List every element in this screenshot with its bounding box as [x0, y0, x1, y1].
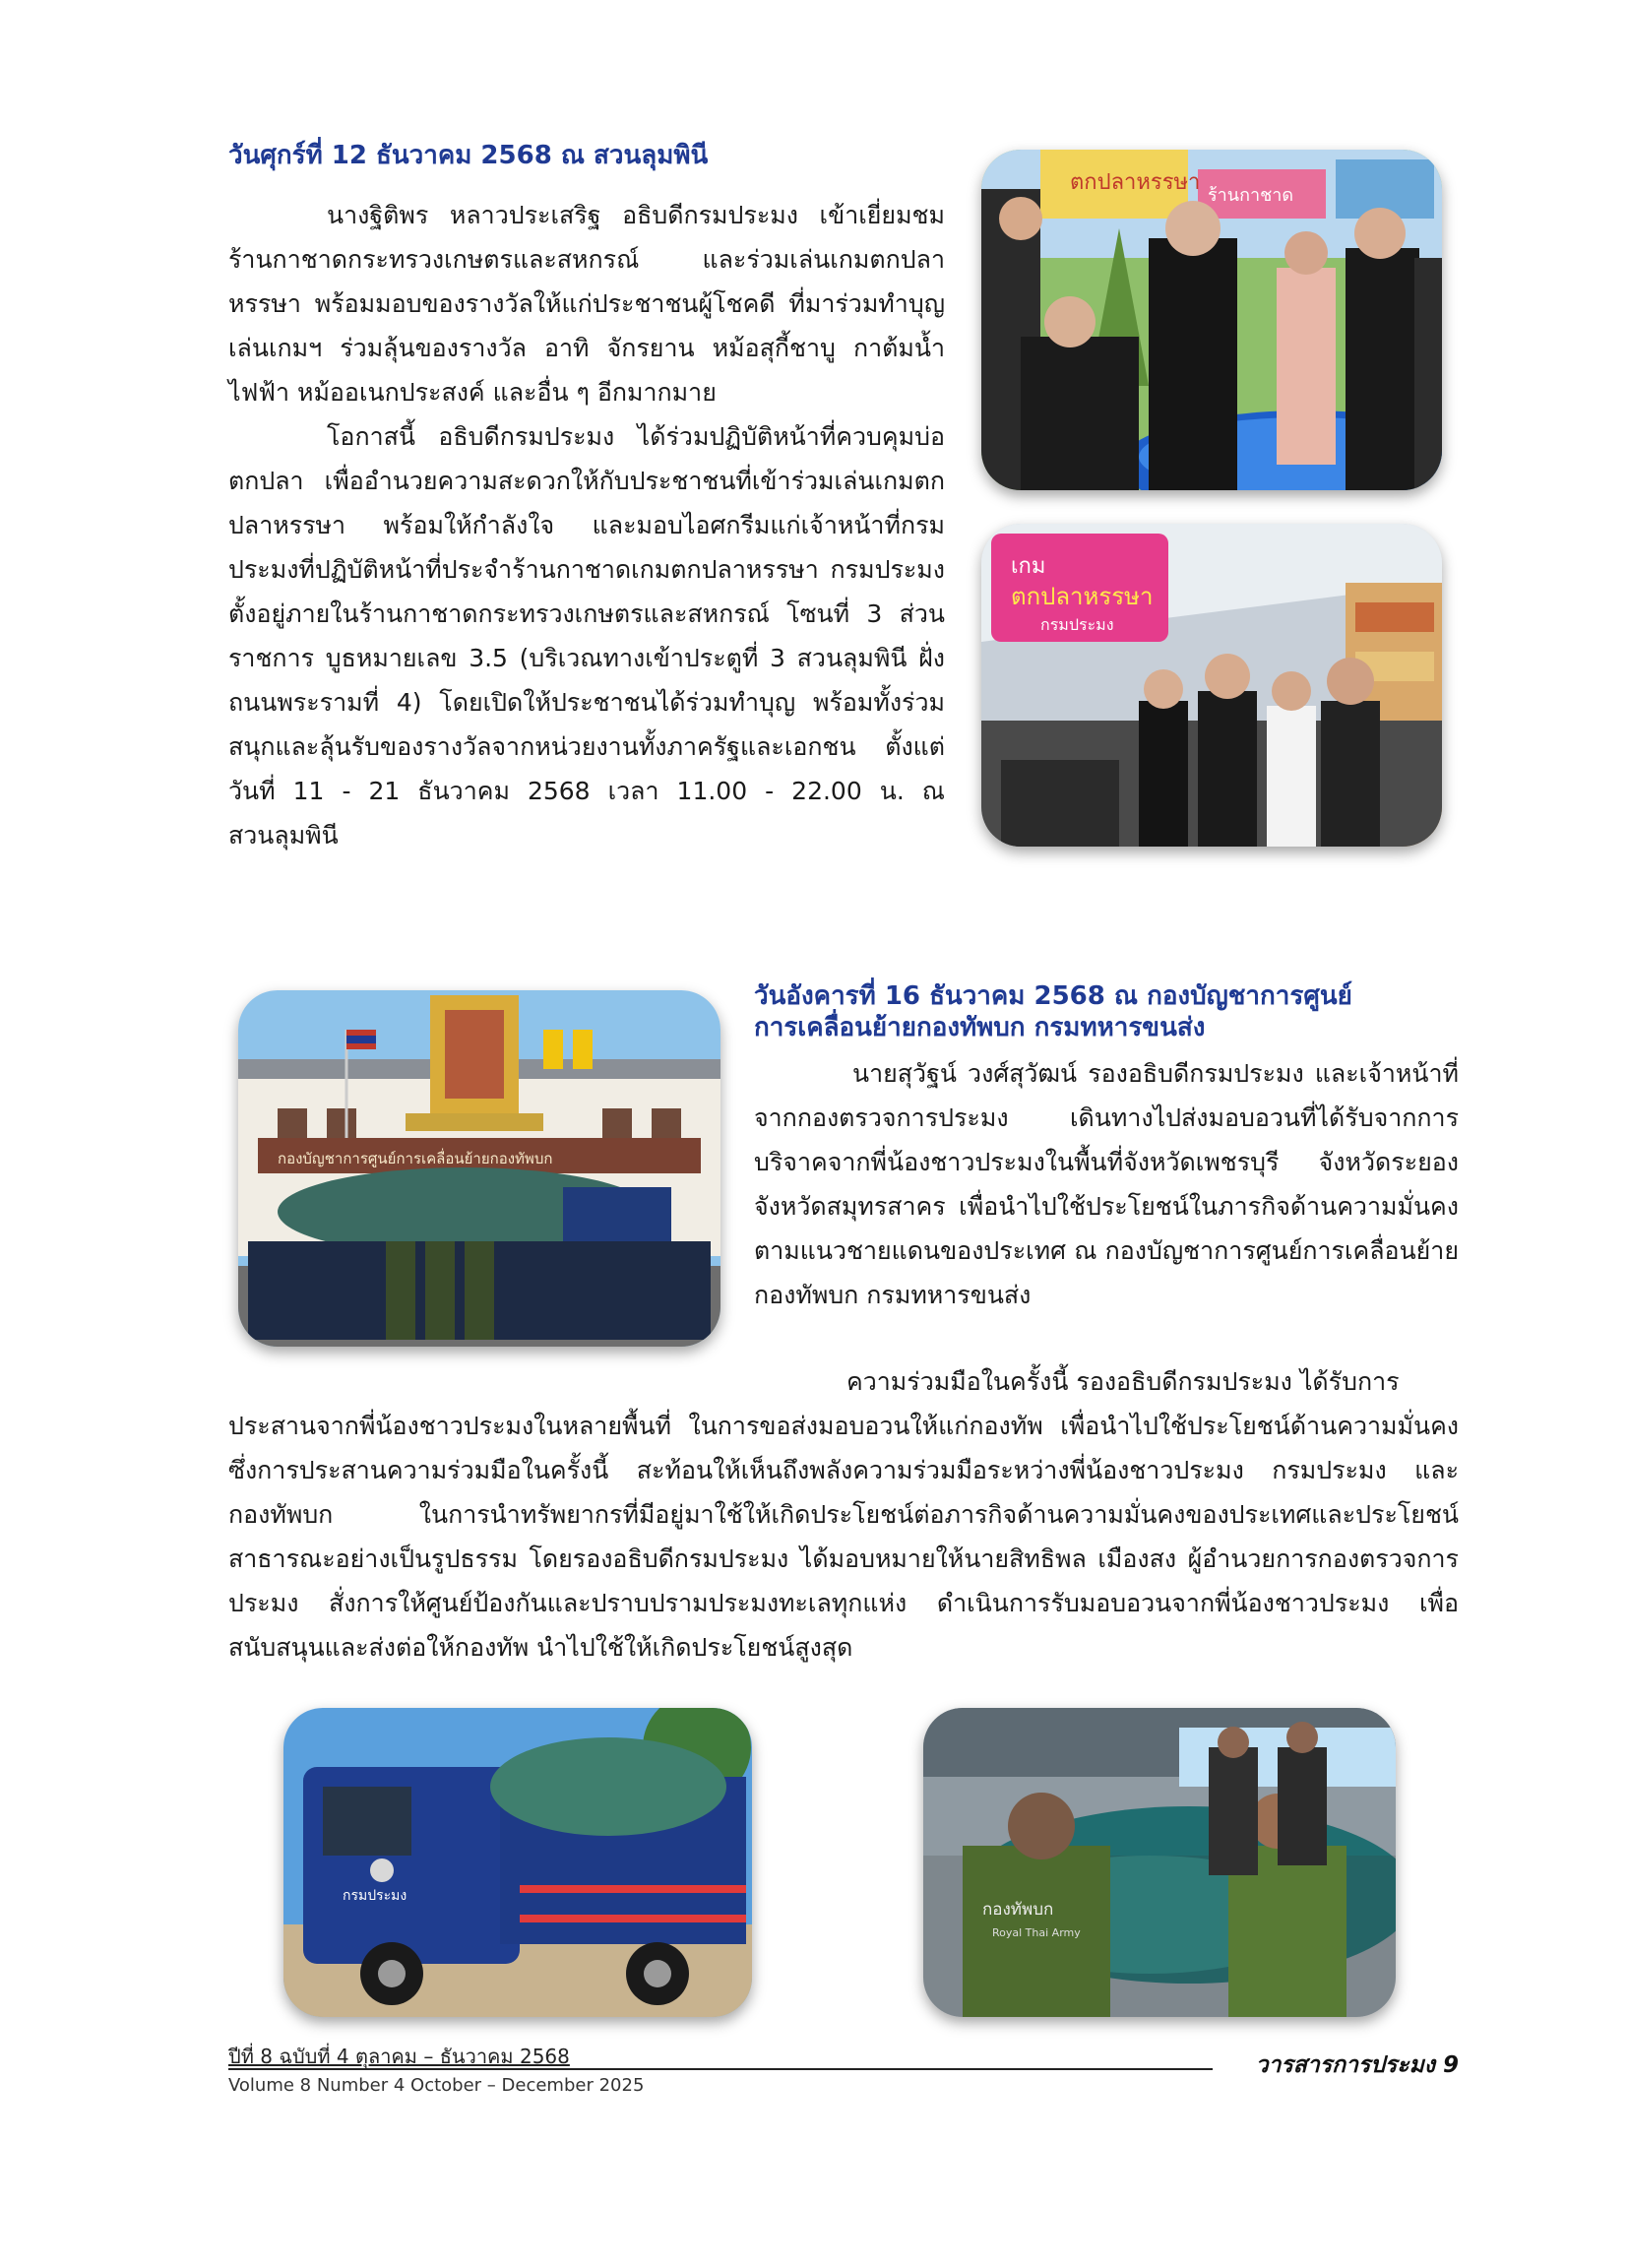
section2-paragraph-2-rest: ประสานจากพี่น้องชาวประมงในหลายพื้นที่ ในการขอส่งมอบอวนให้แก่กองทัพ เพื่อนำไปใช้ประโยชน์ด้านความมั่นคง ซึ่งการประสานความร่วมมือในครั้งนี้ สะท้อนให้เห็นถึงพลังความร่วมมือระหว่างพี่น้องชาวประมง กรมประมง และกองทัพบก ในการนำทรัพยากรที่มีอยู่มาใช้ให้เกิดประโยชน์ต่อภารกิจด้านความมั่นคงของประเทศและประโยชน์สาธารณะอย่างเป็นรูปธรรม โดยรองอธิบดีกรมประมง ได้มอบหมายให้นายสิทธิพล เมืองสง ผู้อำนวยการกองตรวจการประมง สั่งการให้ศูนย์ป้องกันและปราบปรามประมงทะเลทุกแห่ง ดำเนินการรับมอบอวนจากพี่น้องชาวประมง เพื่อสนับสนุนและส่งต่อให้กองทัพ นำไปใช้ให้เกิดประโยชน์สูงสุด [228, 1412, 1459, 1662]
section2-paragraph-2-first-line: ความร่วมมือในครั้งนี้ รองอธิบดีกรมประมง ได้รับการ [846, 1367, 1400, 1396]
section2-heading-line2: การเคลื่อนย้ายกองทัพบก กรมทหารขนส่ง [754, 1013, 1206, 1042]
photo-soldiers-nets [923, 1708, 1396, 2017]
photo2-sign-1: เกม [1011, 554, 1046, 579]
footer-issue-english: Volume 8 Number 4 October – December 2025 [228, 2075, 645, 2096]
photo2-sign-2: ตกปลาหรรษา [1011, 583, 1154, 610]
photo-fisheries-truck [283, 1708, 752, 2017]
photo2-sign-3: กรมประมง [1040, 615, 1114, 634]
section1-body [228, 193, 945, 857]
photo-army-hq [238, 990, 720, 1347]
photo-booth-group [981, 524, 1442, 847]
section1-paragraph-1: นางฐิติพร หลาวประเสริฐ อธิบดีกรมประมง เข้าเยี่ยมชมร้านกาชาดกระทรวงเกษตรและสหกรณ์ และร่วมเล่นเกมตกปลาหรรษา พร้อมมอบของรางวัลให้แก่ประชาชนผู้โชคดี ที่มาร่วมทำบุญเล่นเกมฯ ร่วมลุ้นของรางวัล อาทิ จักรยาน หม้อสุกี้ชาบู กาต้มน้ำไฟฟ้า หม้ออเนกประสงค์ และอื่น ๆ อีกมากมาย [228, 201, 945, 407]
footer-rule [228, 2068, 1213, 2070]
section2-heading [754, 980, 1443, 1043]
section2-paragraph-1: นายสุวัฐน์ วงศ์สุวัฒน์ รองอธิบดีกรมประมง และเจ้าหน้าที่จากกองตรวจการประมง เดินทางไปส่งมอบอวนที่ได้รับจากการบริจาคจากพี่น้องชาวประมงในพื้นที่จังหวัดเพชรบุรี จังหวัดระยอง จังหวัดสมุทรสาคร เพื่อนำไปใช้ประโยชน์ในภารกิจด้านความมั่นคงตามแนวชายแดนของประเทศ ณ กองบัญชาการศูนย์การเคลื่อนย้ายกองทัพบก กรมทหารขนส่ง [754, 1059, 1459, 1309]
section1-paragraph-2: โอกาสนี้ อธิบดีกรมประมง ได้ร่วมปฏิบัติหน้าที่ควบคุมบ่อตกปลา เพื่ออำนวยความสะดวกให้กับประชาชนที่เข้าร่วมเล่นเกมตกปลาหรรษา พร้อมให้กำลังใจ และมอบไอศกรีมแก่เจ้าหน้าที่กรมประมงที่ปฏิบัติหน้าที่ประจำร้านกาชาดเกมตกปลาหรรษา กรมประมง ตั้งอยู่ภายในร้านกาชาดกระทรวงเกษตรและสหกรณ์ โซนที่ 3 ส่วนราชการ บูธหมายเลข 3.5 (บริเวณทางเข้าประตูที่ 3 สวนลุมพินี ฝั่งถนนพระรามที่ 4) โดยเปิดให้ประชาชนได้ร่วมทำบุญ พร้อมทั้งร่วมสนุกและลุ้นรับของรางวัลจากหน่วยงานทั้งภาครัฐและเอกชน ตั้งแต่วันที่ 11 - 21 ธันวาคม 2568 เวลา 11.00 - 22.00 น. ณ สวนลุมพินี [228, 422, 945, 850]
section1-heading: วันศุกร์ที่ 12 ธันวาคม 2568 ณ สวนลุมพินี [228, 141, 709, 170]
shirt-text: กองทัพบก [982, 1900, 1054, 1920]
section2-heading-line1: วันอังคารที่ 16 ธันวาคม 2568 ณ กองบัญชาการศูนย์ [754, 981, 1352, 1011]
photo-fishing-game [981, 150, 1442, 490]
section2-intro [754, 1051, 1459, 1317]
footer-issue-thai: ปีที่ 8 ฉบับที่ 4 ตุลาคม – ธันวาคม 2568 [228, 2045, 570, 2068]
footer-journal-title: วารสารการประมง 9 [1255, 2052, 1459, 2078]
photo1-sign-text: ตกปลาหรรษา [1070, 170, 1201, 195]
truck-door-text: กรมประมง [343, 1888, 407, 1904]
photo1-sign-text-2: ร้านกาชาด [1208, 185, 1294, 206]
building-sign-text: กองบัญชาการศูนย์การเคลื่อนย้ายกองทัพบก [278, 1150, 553, 1167]
shirt-subtext: Royal Thai Army [992, 1926, 1081, 1939]
section2-continuation [228, 1359, 1459, 1670]
